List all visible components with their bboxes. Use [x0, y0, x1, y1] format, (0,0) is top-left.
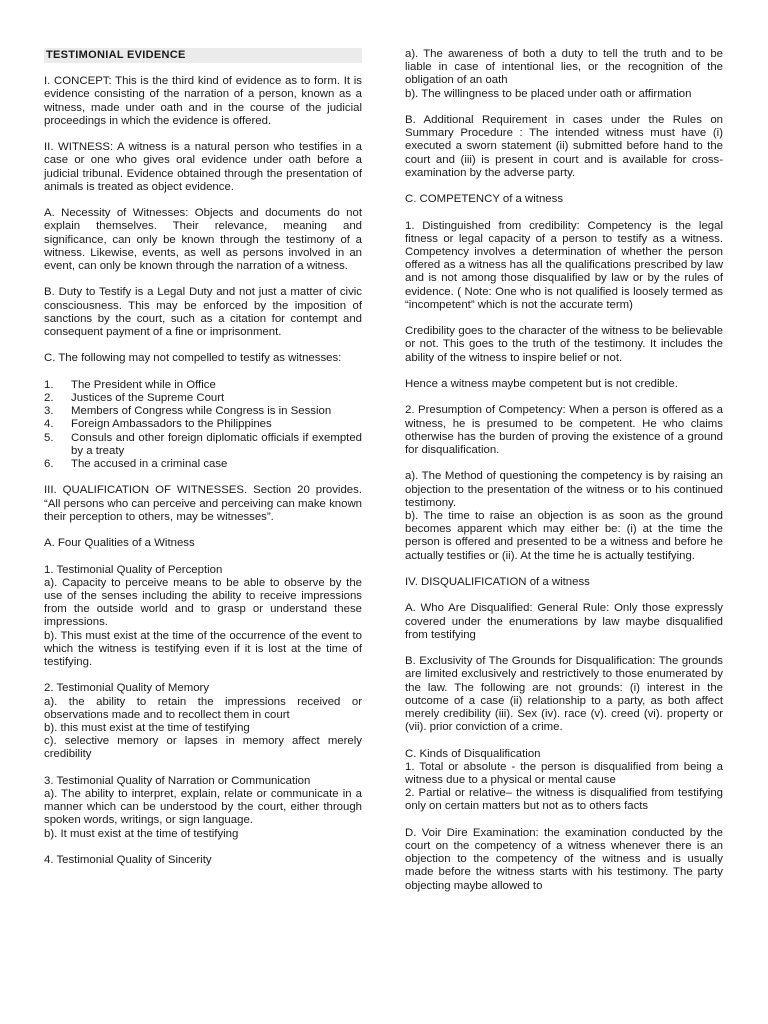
- list-item: 2. Justices of the Supreme Court: [44, 392, 225, 404]
- method-b: b). The time to raise an objection is as soon as the ground becomes apparent which may either be: (i) at the time the person is offered and presented to be a witness and before he actually testifies or (ii). At the time he is actually testifying.: [405, 510, 723, 562]
- additional-requirement-paragraph: B. Additional Requirement in cases under the Rules on Summary Procedure : The intended witness must have (i) executed a sworn statement (ii) submitted before hand to the court and (iii) is present in court and is available for cross-examination by the adverse party.: [405, 114, 723, 179]
- method-a: a). The Method of questioning the competency is by raising an objection to the presentation of the witness or to his continued testimony.: [405, 470, 723, 509]
- perception-b: b). This must exist at the time of the occurrence of the event to which the witness is testifying even if it is lost at the time of testifying.: [44, 629, 362, 669]
- sincerity-b: b). The willingness to be placed under oath or affirmation: [405, 87, 692, 100]
- not-compelled-list: [44, 379, 362, 471]
- list-item: 6. The accused in a criminal case: [44, 458, 228, 471]
- exclusivity-paragraph: B. Exclusivity of The Grounds for Disqualification: The grounds are limited exclusively and restrictively to those enumerated by the law. The following are not grounds: (i) interest in the outcome of a case (ii) relationship to a party, as both affect merely credibility (iii). Sex (iv). race (v). creed (vi). property or (vii). prior conviction of a crime.: [405, 655, 723, 734]
- duty-paragraph: B. Duty to Testify is a Legal Duty and not just a matter of civic consciousness. This may be enforced by the imposition of sanctions by the court, such as a citation for contempt and consequent payment of a fine or imprisonment.: [44, 286, 362, 339]
- memory-heading: 2. Testimonial Quality of Memory: [44, 682, 210, 695]
- four-qualities-heading: A. Four Qualities of a Witness: [44, 537, 195, 550]
- not-compelled-intro: C. The following may not compelled to testify as witnesses:: [44, 352, 342, 365]
- left-column: [44, 48, 362, 880]
- competency-heading: C. COMPETENCY of a witness: [405, 193, 564, 206]
- kinds-1: 1. Total or absolute - the person is disqualified from being a witness due to a physical or mental cause: [405, 760, 723, 786]
- credibility-paragraph: Credibility goes to the character of the witness to be believable or not. This goes to the truth of the testimony. It includes the ability of the witness to inspire belief or not.: [405, 325, 723, 364]
- document-title: TESTIMONIAL EVIDENCE: [44, 48, 362, 63]
- memory-c: c). selective memory or lapses in memory affect merely credibility: [44, 735, 362, 761]
- qualification-paragraph: III. QUALIFICATION OF WITNESSES. Section 20 provides. “All persons who can perceive and perceiving can make known their perception to others, may be witnesses”.: [44, 484, 362, 523]
- kinds-2: 2. Partial or relative– the witness is disqualified from testifying only on certain matters but not as to others facts: [405, 787, 723, 813]
- sincerity-a: a). The awareness of both a duty to tell the truth and to be liable in case of intentional lies, or the recognition of the obligation of an oath: [405, 48, 723, 87]
- memory-b: b). this must exist at the time of testifying: [44, 722, 250, 735]
- perception-heading: 1. Testimonial Quality of Perception: [44, 563, 223, 576]
- narration-a: a). The ability to interpret, explain, relate or communicate in a manner which can be understood by the court, either through spoken words, writings, or sign language.: [44, 788, 362, 827]
- distinguished-paragraph: 1. Distinguished from credibility: Competency is the legal fitness or legal capacity of a person to testify as a witness. Competency involves a determination of whether the person offered as a witness has all the qualifications prescribed by law and is not among those disqualified by law or by the rules of evidence. ( Note: One who is not qualified is loosely termed as “incompetent” which is not the accurate term): [405, 219, 723, 311]
- list-item: 1. The President while in Office: [44, 378, 216, 391]
- list-item: 3. Members of Congress while Congress is in Session: [44, 405, 332, 418]
- presumption-paragraph: 2. Presumption of Competency: When a person is offered as a witness, he is presumed to be competent. He who claims otherwise has the burden of proving the existence of a ground for disqualification.: [405, 404, 723, 456]
- narration-b: b). It must exist at the time of testifying: [44, 827, 239, 840]
- perception-a: a). Capacity to perceive means to be able to observe by the use of the senses including the ability to receive impressions from the outside world and to grasp or understand these impressions.: [44, 576, 362, 629]
- list-item: 5. Consuls and other foreign diplomatic officials if exempted by a treaty: [44, 431, 362, 457]
- hence-paragraph: Hence a witness maybe competent but is not credible.: [405, 378, 678, 390]
- list-item: 4. Foreign Ambassadors to the Philippines: [44, 418, 272, 431]
- who-disqualified-paragraph: A. Who Are Disqualified: General Rule: Only those expressly covered under the enumerations by law maybe disqualified from testifying: [405, 602, 723, 641]
- narration-heading: 3. Testimonial Quality of Narration or Communication: [44, 774, 311, 787]
- right-column: [405, 48, 723, 906]
- witness-paragraph: II. WITNESS: A witness is a natural person who testifies in a case or one who gives oral evidence under oath before a judicial tribunal. Evidence obtained through the presentation of animals is treated as object evidence.: [44, 141, 362, 193]
- kinds-heading: C. Kinds of Disqualification: [405, 747, 541, 760]
- sincerity-heading: 4. Testimonial Quality of Sincerity: [44, 854, 212, 867]
- disqualification-heading: IV. DISQUALIFICATION of a witness: [405, 576, 590, 588]
- voir-dire-paragraph: D. Voir Dire Examination: the examination conducted by the court on the competency of a witness whenever there is an objection to the competency of the witness and is usually made before the witness starts with his testimony. The party objecting maybe allowed to: [405, 826, 723, 892]
- memory-a: a). the ability to retain the impressions received or observations made and to recollect them in court: [44, 695, 362, 721]
- necessity-paragraph: A. Necessity of Witnesses: Objects and documents do not explain themselves. Their relevance, meaning and significance, can only be known through the testimony of a witness. Likewise, events, as well as persons involved in an event, can only be known through the narration of a witness.: [44, 207, 362, 273]
- concept-paragraph: I. CONCEPT: This is the third kind of evidence as to form. It is evidence consisting of the narration of a person, known as a witness, made under oath and in the course of the judicial proceedings in which the evidence is offered.: [44, 75, 362, 127]
